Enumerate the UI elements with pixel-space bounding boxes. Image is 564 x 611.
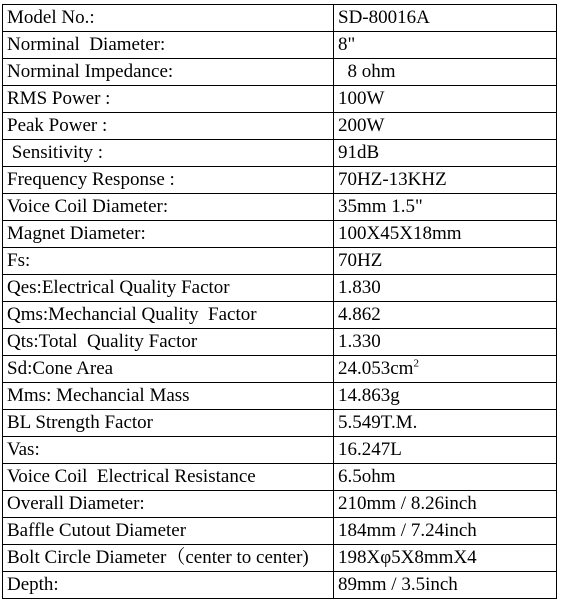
spec-label: Baffle Cutout Diameter [3,518,334,545]
spec-label: Sd:Cone Area [3,356,334,383]
spec-label: Norminal Diameter: [3,32,334,59]
table-row [3,140,557,167]
spec-label: Voice Coil Electrical Resistance [3,464,334,491]
spec-value: 70HZ-13KHZ [334,167,557,194]
table-row [3,383,557,410]
spec-label: Sensitivity : [3,140,334,167]
spec-value: SD-80016A [334,5,557,32]
table-row [3,5,557,32]
table-row [3,113,557,140]
spec-value: 16.247L [334,437,557,464]
spec-label: Depth: [3,572,334,599]
spec-label: Fs: [3,248,334,275]
spec-value: 8" [334,32,557,59]
spec-label: Vas: [3,437,334,464]
spec-value: 100W [334,86,557,113]
superscript-exponent: 2 [413,357,419,370]
spec-value: 89mm / 3.5inch [334,572,557,599]
table-row [3,518,557,545]
spec-label: Frequency Response : [3,167,334,194]
spec-value: 1.830 [334,275,557,302]
spec-label: Mms: Mechancial Mass [3,383,334,410]
spec-table-body [3,5,557,599]
table-row [3,356,557,383]
spec-label: RMS Power : [3,86,334,113]
spec-label: Magnet Diameter: [3,221,334,248]
table-row [3,32,557,59]
spec-label: Bolt Circle Diameter（center to center) [3,545,334,572]
table-row [3,59,557,86]
spec-label: Voice Coil Diameter: [3,194,334,221]
spec-value: 35mm 1.5" [334,194,557,221]
spec-label: Overall Diameter: [3,491,334,518]
table-row [3,572,557,599]
spec-value-cell [334,356,557,383]
speaker-spec-table [2,4,557,599]
spec-value: 6.5ohm [334,464,557,491]
spec-value: 70HZ [334,248,557,275]
spec-label: Qms:Mechancial Quality Factor [3,302,334,329]
spec-label: Peak Power : [3,113,334,140]
spec-value: 200W [334,113,557,140]
spec-label: Qts:Total Quality Factor [3,329,334,356]
table-row [3,464,557,491]
spec-value: 1.330 [334,329,557,356]
table-row [3,437,557,464]
table-row [3,410,557,437]
table-row [3,248,557,275]
spec-value: 100X45X18mm [334,221,557,248]
spec-value: 210mm / 8.26inch [334,491,557,518]
table-row [3,86,557,113]
spec-value: 5.549T.M. [334,410,557,437]
spec-value: 4.862 [334,302,557,329]
spec-value: 8 ohm [334,59,557,86]
spec-label: Model No.: [3,5,334,32]
spec-value: 198Xφ5X8mmX4 [334,545,557,572]
spec-value: 91dB [334,140,557,167]
table-row [3,167,557,194]
table-row [3,302,557,329]
spec-label: BL Strength Factor [3,410,334,437]
table-row [3,221,557,248]
spec-value: 184mm / 7.24inch [334,518,557,545]
table-row [3,545,557,572]
table-row [3,491,557,518]
table-row [3,194,557,221]
table-row [3,275,557,302]
spec-label: Norminal Impedance: [3,59,334,86]
spec-value: 24.053cm [338,358,414,379]
spec-label: Qes:Electrical Quality Factor [3,275,334,302]
table-row [3,329,557,356]
spec-value: 14.863g [334,383,557,410]
